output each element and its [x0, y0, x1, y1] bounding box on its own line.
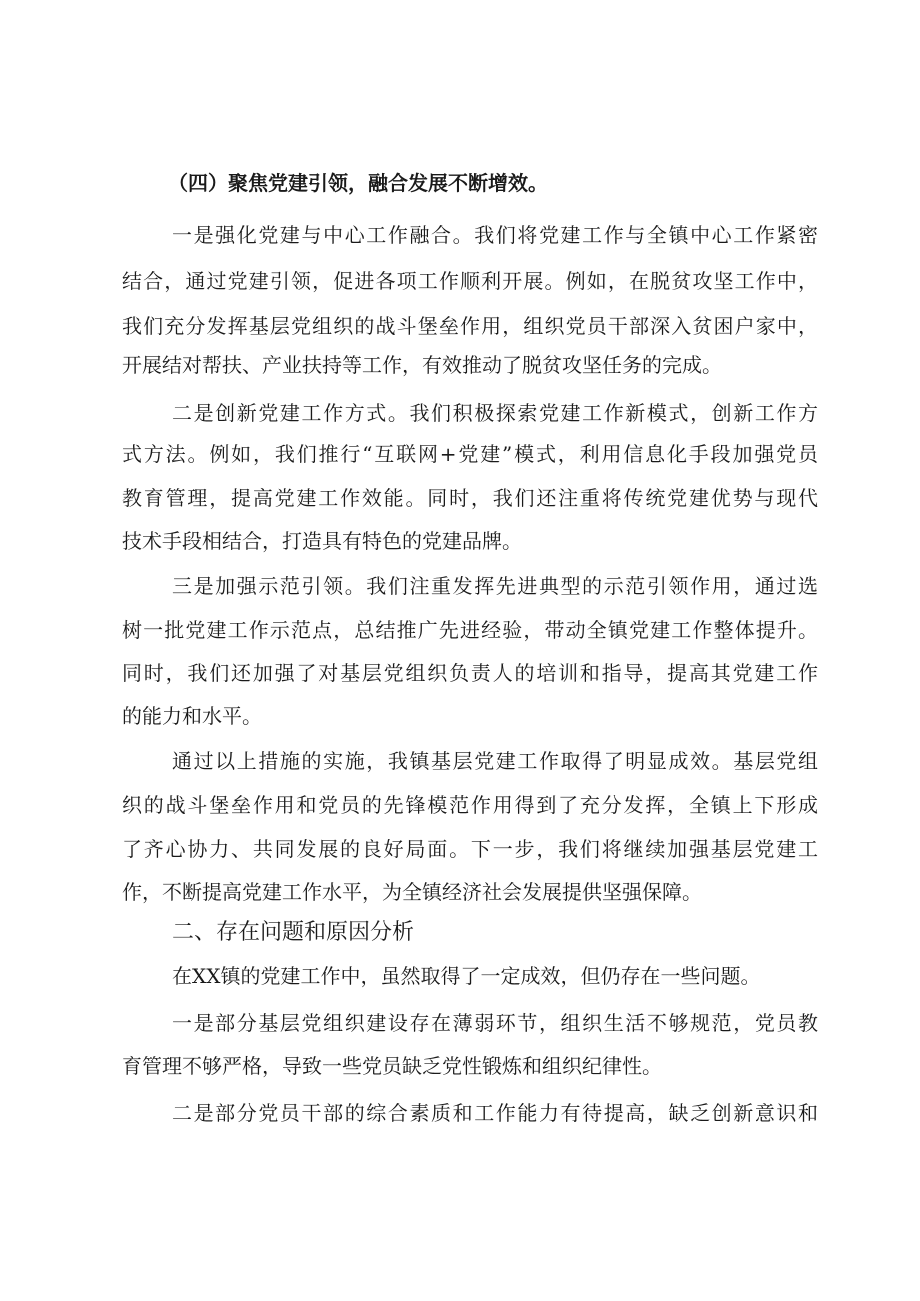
- paragraph-line: 一是部分基层党组织建设存在薄弱环节，组织生活不够规范，党员教: [172, 1011, 818, 1035]
- section-heading: 二、存在问题和原因分析: [172, 920, 415, 945]
- paragraph-line: 在XX镇的党建工作中，虽然取得了一定成效，但仍存在一些问题。: [172, 964, 761, 988]
- paragraph-line: 同时，我们还加强了对基层党组织负责人的培训和指导，提高其党建工作: [122, 661, 818, 685]
- paragraph-line: 结合，通过党建引领，促进各项工作顺利开展。例如，在脱贫攻坚工作中，: [122, 269, 818, 293]
- paragraph-line: 一是强化党建与中心工作融合。我们将党建工作与全镇中心工作紧密: [172, 223, 818, 247]
- paragraph-line: 式方法。例如，我们推行“互联网+党建”模式，利用信息化手段加强党员: [122, 442, 818, 466]
- paragraph-line: 教育管理，提高党建工作效能。同时，我们还注重将传统党建优势与现代: [122, 486, 818, 510]
- paragraph-line: 技术手段相结合，打造具有特色的党建品牌。: [122, 529, 522, 553]
- paragraph-line: 的能力和水平。: [122, 704, 262, 728]
- paragraph-line: 织的战斗堡垒作用和党员的先锋模范作用得到了充分发挥，全镇上下形成: [122, 793, 818, 817]
- paragraph-line: 了齐心协力、共同发展的良好局面。下一步，我们将继续加强基层党建工: [122, 837, 818, 861]
- paragraph-line: 二是创新党建工作方式。我们积极探索党建工作新模式，创新工作方: [172, 401, 818, 425]
- paragraph-line: 作，不断提高党建工作水平，为全镇经济社会发展提供坚强保障。: [122, 880, 702, 904]
- paragraph-line: 育管理不够严格，导致一些党员缺乏党性锻炼和组织纪律性。: [122, 1054, 662, 1078]
- paragraph-line: 通过以上措施的实施，我镇基层党建工作取得了明显成效。基层党组: [172, 749, 818, 773]
- paragraph-line: 树一批党建工作示范点，总结推广先进经验，带动全镇党建工作整体提升。: [122, 618, 818, 642]
- paragraph-line: 开展结对帮扶、产业扶持等工作，有效推动了脱贫攻坚任务的完成。: [122, 353, 722, 377]
- paragraph-line: 我们充分发挥基层党组织的战斗堡垒作用，组织党员干部深入贫困户家中，: [122, 314, 818, 338]
- subheading: （四）聚焦党建引领，融合发展不断增效。: [168, 171, 548, 195]
- paragraph-line: 二是部分党员干部的综合素质和工作能力有待提高，缺乏创新意识和: [172, 1101, 818, 1125]
- paragraph-line: 三是加强示范引领。我们注重发挥先进典型的示范引领作用，通过选: [172, 574, 818, 598]
